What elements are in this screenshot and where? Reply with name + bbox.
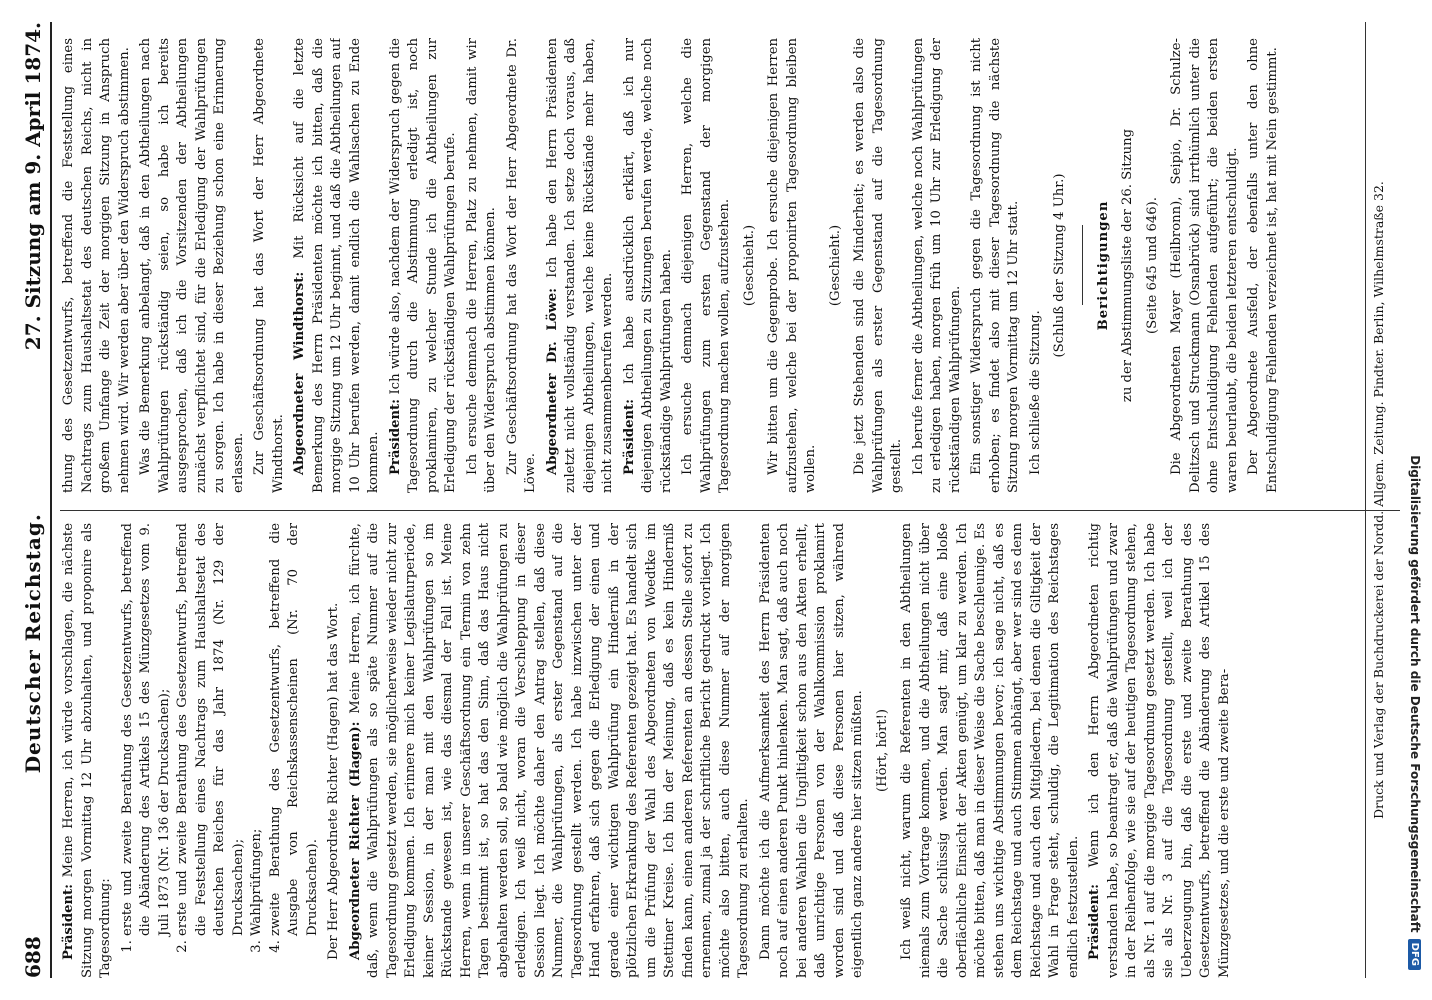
paragraph (60, 523, 116, 978)
dfg-logo: DFG (1409, 939, 1422, 970)
header-left-title: Deutscher Reichstag. (21, 513, 45, 774)
paragraph: Was die Bemerkung anbelangt, daß in den Abtheilungen nach Wahlprüfungen rückständig seien, so habe ich bereits ausgesprochen, daß ich die Vorsitzenden der Abtheilungen zunächst verpflichtet sind, für die Erledigung der Wahlprüfungen zu sorgen. Ich habe in dieser Beziehung schon eine Erinnerung erlassen. (138, 38, 246, 493)
paragraph (1086, 523, 1234, 978)
session-close-note: (Schluß der Sitzung 4 Uhr.) (1052, 173, 1067, 358)
paragraph: Ich ersuche demnach diejenigen Herren, welche die Wahlprüfungen zum ersten Gegenstand der morgigen Tagesordnung machen wollen, aufzustehen. (680, 38, 732, 493)
speaker-label: Präsident: (61, 883, 76, 960)
column-divider (60, 510, 1400, 511)
paragraph: Ich weiß nicht, warum die Referenten in den Abtheilungen niemals zum Vortrage kommen, und die Abtheilungen nicht über die Sache schlüssig werden. Man sagt mir, daß eine bloße oberflächliche Einsicht der Akten genügt, um klar zu werden. Ich möchte bitten, daß man in dieser Weise die Sache beschleunige. Es stehen uns wichtige Abstimmungen bevor; ich sage nicht, daß es dem Reichstage und auch Stimmen abhängt, aber wer sind es denn Reichstage und auch den Mitgliedern, bei denen die Giltigkeit der Wahl in Frage steht, schuldig, die Legitimation des Reichstages endlich festzustellen. (899, 523, 1081, 978)
corrections-pages: (Seite 645 und 646). (1144, 197, 1160, 334)
speaker-label: Abgeordneter Dr. Löwe: (544, 288, 560, 475)
paragraph: Dann möchte ich die Aufmerksamkeit des Herrn Präsidenten noch auf einen anderen Punkt hinlenken. Man sagt, daß auch noch bei anderen Wahlen die Ungiltigkeit schon aus den Akten erhellt, daß unrichtige Personen von der Wahlkommission proklamirt worden sind und daß diese Personen hier sitzen, während eigentlich ganz andere hier sitzen müßten. (757, 523, 865, 978)
speech-text: Ich habe den Herrn Präsidenten zuletzt nicht vollständig verstanden. Ich setze doch voraus, daß diejenigen Abtheilungen, welche keine Rückstände mehr haben, nicht zusammenberufen werden. (544, 38, 615, 493)
paragraph (387, 38, 461, 493)
paragraph: Die Abgeordneten Mayer (Heilbronn), Seipio, Dr. Schulze-Delitzsch und Struckmann (Osnabrück) sind irrthümlich unter die ohne Entschuldigung Fehlenden aufgeführt; die beiden ersten waren beurlaubt, die beiden letzteren entschuldigt. (1169, 38, 1240, 493)
agenda-item: 3. Wahlprüfungen; (248, 523, 267, 936)
paragraph: Ich schließe die Sitzung. (1027, 310, 1043, 475)
speaker-label: Abgeordneter Richter (Hagen): (347, 721, 363, 960)
speech-text: Mit Rücksicht auf die letzte Bemerkung des Herrn Präsidenten möchte ich bitten, daß die morgige Sitzung um 12 Uhr beginnt, und daß die Abtheilungen auf 10 Uhr berufen werden, damit endlich die Wahlsachen zu Ende kommen. (292, 38, 381, 493)
agenda-item: 1. erste und zweite Berathung des Gesetzentwurfs, betreffend die Abänderung des Artikels 15 des Münzgesetzes vom 9. Juli 1873 (Nr. 136 der Drucksachen); (119, 523, 175, 936)
paragraph (621, 38, 677, 493)
speech-text: Ich würde also, nachdem der Widerspruch gegen die Tagesordnung durch die Abstimmung erledigt ist, noch proklamiren, zu welcher Stunde ich die Abtheilungen zur Erledigung der rückständigen Wahlprüfungen berufe. (387, 38, 458, 493)
paragraph: Der Abgeordnete Ausfeld, der ebenfalls unter den ohne Entschuldigung Fehlenden verzeichnet ist, hat mit Nein gestimmt. (1246, 38, 1280, 493)
left-column (60, 523, 1400, 978)
paragraph (291, 38, 384, 493)
speaker-label: Präsident: (387, 398, 403, 475)
page-header (16, 22, 52, 978)
interjection: (Geschieht.) (827, 224, 843, 307)
section-separator (1082, 226, 1083, 306)
paragraph: Zur Geschäftsordnung hat das Wort der Herr Abgeordnete Windthorst. (252, 38, 286, 493)
speaker-label: Präsident: (1087, 883, 1102, 960)
speech-text: Meine Herren, ich würde vorschlagen, die nächste Sitzung morgen Vormittag 12 Uhr abzuhalten, und proponire als Tagesordnung: (61, 523, 113, 978)
paragraph: Die jetzt Stehenden sind die Minderheit; es werden also die Wahlprüfungen als erster Gegenstand auf die Tagesordnung gestellt. (852, 38, 904, 493)
paragraph: Ich berufe ferner die Abtheilungen, welche noch Wahlprüfungen zu erledigen haben, morgen früh um 10 Uhr zur Erledigung der rückständigen Wahlprüfungen. (910, 38, 963, 493)
paragraph: Ich ersuche demnach die Herren, Platz zu nehmen, damit wir über den Widerspruch abstimmen können. (464, 38, 498, 493)
paragraph: thung des Gesetzentwurfs, betreffend die Feststellung eines Nachtrags zum Haushaltsetat des deutschen Reichs, nicht in großem Umfange die Zeit der morgigen Sitzung in Anspruch nehmen wird. Wir werden aber über den Widerspruch abstimmen. (61, 38, 132, 493)
interjection: (Geschieht.) (741, 224, 757, 307)
paragraph: Der Herr Abgeordnete Richter (Hagen) hat das Wort. (326, 602, 341, 960)
speaker-label: Präsident: (621, 398, 637, 475)
paragraph (544, 38, 618, 493)
header-center-title: 27. Sitzung am 9. April 1874. (21, 22, 45, 351)
speaker-label: Abgeordneter Windthorst: (292, 271, 307, 475)
interjection: (Hört, hört!) (874, 708, 890, 793)
speech-text: Ich habe ausdrücklich erklärt, daß ich nur diejenigen Abtheilungen zu Sitzungen berufen werde, welche noch rückständige Wahlprüfungen haben. (621, 38, 674, 493)
paragraph: Ein sonstiger Widerspruch gegen die Tagesordnung ist nicht erhoben; es findet also mit dieser Tagesordnung die nächste Sitzung morgen Vormittag um 12 Uhr statt. (969, 38, 1021, 493)
page-number: 688 (21, 936, 45, 978)
speech-text: Wenn ich den Herrn Abgeordneten richtig verstanden habe, so beantragt er, daß die Wahlprüfungen und zwar in der Reihenfolge, wie sie auf der heutigen Tagesordnung stehen, als Nr. 1 auf die morgige Tagesordnung gesetzt werden. Ich habe sie als Nr. 3 auf die Tagesordnung gestellt, weil ich der Ueberzeugung bin, daß die erste und zweite Berathung des Gesetzentwurfs, betreffend die Abänderung des Artikel 15 des Münzgesetzes, und die erste und zweite Bera- (1087, 523, 1232, 978)
paragraph (347, 523, 754, 978)
corrections-subtitle: zu der Abstimmungsliste der 26. Sitzung (1120, 128, 1135, 403)
printer-imprint: Druck und Verlag der Buchdruckerei der Nordd. Allgem. Zeitung. Pindter. Berlin, Wilhelmstraße 32. (1365, 22, 1386, 978)
agenda-item: 4. zweite Berathung des Gesetzentwurfs, betreffend die Ausgabe von Reichskassenscheinen (Nr. 70 der Drucksachen). (267, 523, 323, 936)
paragraph: Zur Geschäftsordnung hat das Wort der Herr Abgeordnete Dr. Löwe. (504, 38, 538, 493)
right-column (60, 38, 1400, 493)
speech-text: Meine Herren, ich fürchte, daß, wenn die Wahlprüfungen als so späte Nummer auf die Tagesordnung gesetzt werden, sie möglicherweise wieder nicht zur Erledigung kommen. Ich erinnere mich keiner Legislaturperiode, keiner Session, in der man mit den Wahlprüfungen so im Rückstande gewesen ist, wie das diesmal der Fall ist. Meine Herren, wenn in unserer Geschäftsordnung ein Termin von zehn Tagen bestimmt ist, so hat das den Sinn, daß das Haus nicht abgehalten werden soll, so bald wie möglich die Wahlprüfungen zu erledigen. Ich weiß nicht, woran die Verschleppung in dieser Session liegt. Ich möchte daher den Antrag stellen, daß diese Nummer, die Wahlprüfungen, als erster Gegenstand auf die Tagesordnung gestellt werden. Ich habe inzwischen unter der Hand erfahren, daß sich gegen die Erledigung der einen und gerade einer wichtigen Wahlprüfung ein Hinderniß in der plötzlichen Erkrankung des Referenten gezeigt hat. Es handelt sich um die Prüfung der Wahl des Abgeordneten von Woedtke im Stettiner Kreise. Ich bin der Meinung, daß es kein Hinderniß finden kann, einen anderen Referenten an dessen Stelle sofort zu ernennen, zumal ja der schriftliche Bericht gedruckt vorliegt. Ich möchte also bitten, auch diese Nummer auf der morgigen Tagesordnung zu erhalten. (347, 523, 751, 978)
digitization-credit-text: Digitalisierung gefördert durch die Deutsche Forschungsgemeinschaft (1408, 455, 1422, 933)
corrections-title: Berichtigungen (1095, 200, 1111, 331)
agenda-list (119, 523, 323, 978)
digitization-credit (1404, 10, 1426, 970)
agenda-item: 2. erste und zweite Berathung des Gesetzentwurfs, betreffend die Feststellung eines Nachtrags zum Haushaltsetat des deutschen Reiches für das Jahr 1874 (Nr. 129 der Drucksachen); (174, 523, 248, 936)
paragraph: Wir bitten um die Gegenprobe. Ich ersuche diejenigen Herren aufzustehen, welche bei der proponirten Tagesordnung bleiben wollen. (766, 38, 818, 493)
